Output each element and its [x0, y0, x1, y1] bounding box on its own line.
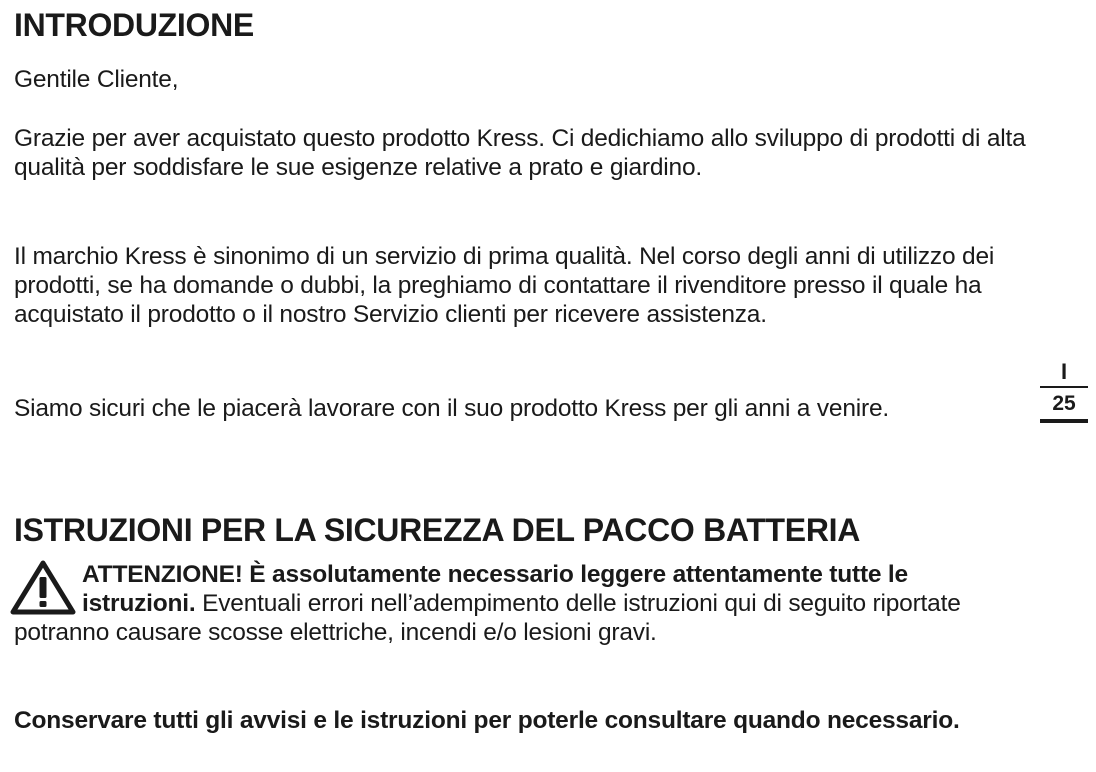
- language-code: I: [1060, 359, 1068, 384]
- brand-paragraph: Il marchio Kress è sinonimo di un servizio di prima qualità. Nel corso degli anni di utilizzo dei prodotti, se ha domande o dubbi, la preghiamo di contattare il rivenditore presso il quale ha acquistato il prodotto o il nostro Servizio clienti per ricevere assistenza.: [14, 243, 995, 328]
- warning-paragraph: [14, 560, 1014, 647]
- warning-block: [14, 560, 1014, 647]
- warning-triangle-icon: [10, 560, 76, 616]
- thanks-paragraph: Grazie per aver acquistato questo prodotto Kress. Ci dedichiamo allo sviluppo di prodotti di alta qualità per soddisfare le sue esigenze relative a prato e giardino.: [14, 125, 1026, 181]
- intro-heading: INTRODUZIONE: [14, 7, 254, 43]
- safety-heading: ISTRUZIONI PER LA SICUREZZA DEL PACCO BATTERIA: [14, 512, 861, 548]
- warning-body-text: Eventuali errori nell’adempimento delle istruzioni qui di seguito riportate potranno causare scosse elettriche, incendi e/o lesioni gravi.: [14, 590, 961, 646]
- page-marker: [1040, 360, 1088, 423]
- marker-divider: [1040, 386, 1088, 388]
- closing-paragraph: Siamo sicuri che le piacerà lavorare con il suo prodotto Kress per gli anni a venire.: [14, 395, 889, 422]
- keep-instructions-text: Conservare tutti gli avvisi e le istruzioni per poterle consultare quando necessario.: [14, 707, 960, 734]
- warning-bold-text: ATTENZIONE! È assolutamente necessario leggere attentamente tutte le istruzioni.: [82, 561, 908, 617]
- page-number: 25: [1052, 392, 1076, 415]
- marker-underline: [1040, 419, 1088, 423]
- greeting-text: Gentile Cliente,: [14, 66, 179, 93]
